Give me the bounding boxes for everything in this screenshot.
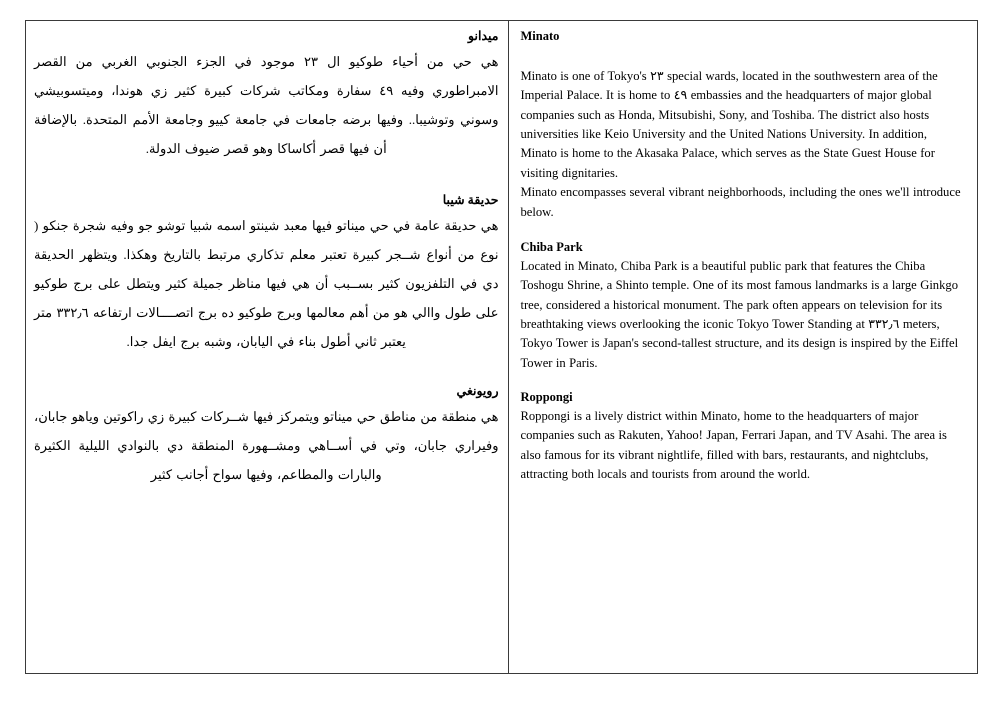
- english-paragraph-minato-1: Minato is one of Tokyo's ٢٣ special wards, located in the southwestern area of the Imperial Palace. It is home to ٤٩ embassies and the headquarters of major global companies such as Honda, Mitsubishi, Sony, and Toshiba. The district also hosts universities like Keio University and the United Nations University. In addition, Minato is home to the Akasaka Palace, which serves as the State Guest House for visiting dignitaries.: [520, 68, 938, 180]
- arabic-section-minato: [34, 27, 498, 163]
- two-column-table: [25, 20, 978, 674]
- english-section-chiba-park: [520, 238, 963, 373]
- english-paragraph-roppongi: Roppongi is a lively district within Minato, home to the headquarters of major companies such as Rakuten, Yahoo! Japan, Ferrari Japan, and TV Asahi. The area is also famous for its vibrant nightlife, filled with bars, restaurants, and nightclubs, attracting both locals and tourists from around the world.: [520, 408, 947, 482]
- arabic-paragraph-chiba-park: هي حديقة عامة في حي ميناتو فيها معبد شينتو اسمه شبيا توشو جو وفيه شجرة جنكو ( نوع من أنواع شــجر كبيرة تعتبر معلم تذكاري مرتبط بالتاريخ وهكذا. ويتظهر الحديقة دي في التلفزيون كثير بســبب أن هي فيها مناظر جميلة كثير ويتطل على برج طوكيو على طول واالي هو من أهم معالمها وبرج طوكيو ده برج اتصــــالات ارتفاعه ٣٣٢٫٦ متر يعتبر ثاني أطول بناء في اليابان، وشبه برج ايفل جدا.: [34, 218, 499, 350]
- english-heading-chiba-park: Chiba Park: [520, 240, 583, 254]
- english-heading-roppongi: Roppongi: [520, 390, 573, 405]
- arabic-paragraph-roppongi: هي منطقة من مناطق حي ميناتو ويتمركز فيها شــركات كبيرة زي راكوتين وياهو جابان، وفيراري جابان، وتي في أســاهي ومشــهورة المنطقة دي بالنوادي الليلية الكثيرة والبارات والمطاعم، وفيها سواح أجانب كثير: [34, 409, 499, 483]
- english-section-minato: [520, 27, 963, 222]
- arabic-paragraph-minato: هي حي من أحياء طوكيو ال ٢٣ موجود في الجزء الجنوبي الغربي من القصر الامبراطوري وفيه ٤٩ سفارة ومكاتب شركات كبيرة كثير زي هوندا، وميتسوبيشي وسوني وتوشيبا.. وفيها برضه جامعات في جامعة كييو وجامعة الأمم المتحدة. بالإضافة أن فيها قصر أكاساكا وهو قصر ضيوف الدولة.: [34, 54, 499, 157]
- table-cell-arabic: [26, 21, 509, 673]
- arabic-heading-minato: ميدانو: [468, 29, 499, 43]
- english-paragraph-minato-2: Minato encompasses several vibrant neighborhoods, including the ones we'll introduce below.: [520, 185, 961, 219]
- table-cell-english: [509, 21, 977, 673]
- english-heading-minato: Minato: [520, 29, 560, 43]
- english-paragraph-chiba-park: Located in Minato, Chiba Park is a beautiful public park that features the Chiba Toshogu Shrine, a Shinto temple. One of its most famous landmarks is a large Ginkgo tree, considered a historical monument. The park often appears on television for its breathtaking views overlooking the iconic Tokyo Tower Standing at ٣٣٢٫٦ meters, Tokyo Tower is Japan's second-tallest structure, and its design is inspired by the Eiffel Tower in Paris.: [520, 258, 959, 370]
- arabic-heading-roppongi: رويونغي: [456, 384, 499, 399]
- arabic-section-roppongi: [34, 382, 498, 489]
- english-section-roppongi: [520, 388, 963, 484]
- arabic-section-chiba-park: [34, 191, 498, 356]
- arabic-heading-chiba-park: حديقة شيبا: [442, 193, 499, 208]
